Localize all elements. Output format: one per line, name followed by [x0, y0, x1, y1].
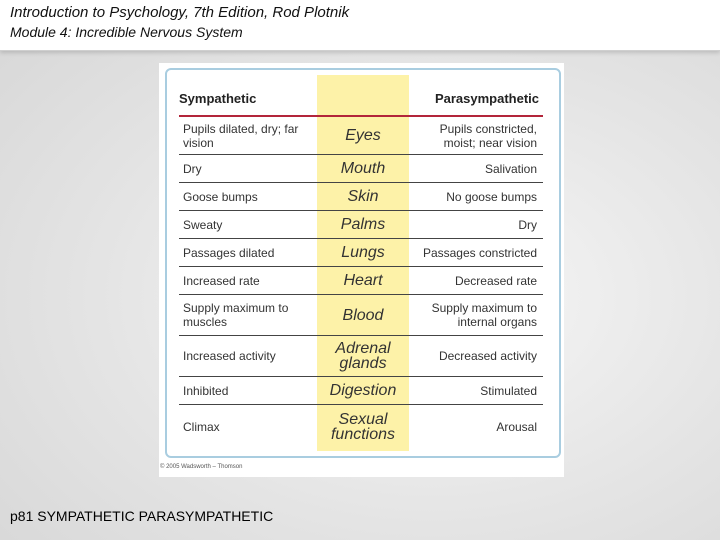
table-row: [179, 239, 543, 267]
organ-name: Sexual functions: [330, 411, 396, 443]
table-row: [179, 211, 543, 239]
sympathetic-effect: Increased activity: [183, 349, 276, 363]
sympathetic-effect: Supply maximum to muscles: [183, 301, 289, 329]
sympathetic-effect: Dry: [183, 161, 202, 176]
parasympathetic-effect: Salivation: [484, 161, 537, 176]
table-row: [179, 336, 543, 377]
organ-name: Mouth: [340, 160, 386, 177]
organ-name: Palms: [340, 216, 386, 233]
table-row: [179, 405, 543, 449]
sympathetic-effect: Inhibited: [183, 383, 229, 398]
comparison-table: [179, 117, 543, 449]
organ-name: Blood: [342, 306, 384, 324]
figure-panel: [165, 68, 561, 458]
slide-header: [0, 0, 720, 51]
parasympathetic-effect: Decreased activity: [438, 349, 537, 363]
sympathetic-effect: Pupils dilated, dry; far vision: [183, 121, 299, 150]
organ-name: Lungs: [341, 244, 385, 261]
autonomic-comparison-figure: [159, 63, 564, 477]
table-row: [179, 183, 543, 211]
parasympathetic-effect: Supply maximum to internal organs: [431, 301, 537, 329]
sympathetic-effect: Goose bumps: [183, 189, 258, 204]
parasympathetic-effect: Arousal: [496, 420, 537, 434]
copyright-notice: © 2005 Wadsworth – Thomson: [160, 464, 243, 470]
sympathetic-header: Sympathetic: [179, 91, 257, 106]
table-row: [179, 267, 543, 295]
table-row: [179, 117, 543, 155]
slide-subtitle: Module 4: Incredible Nervous System: [10, 24, 243, 40]
parasympathetic-effect: Pupils constricted, moist; near vision: [439, 121, 537, 150]
table-row: [179, 377, 543, 405]
parasympathetic-effect: Dry: [518, 217, 537, 232]
sympathetic-effect: Sweaty: [183, 217, 223, 232]
organ-name: Adrenal glands: [335, 340, 391, 372]
parasympathetic-header: Parasympathetic: [434, 91, 539, 106]
sympathetic-effect: Climax: [183, 420, 220, 434]
organ-name: Digestion: [329, 382, 397, 399]
table-row: [179, 295, 543, 336]
parasympathetic-effect: Decreased rate: [454, 273, 537, 288]
parasympathetic-effect: Stimulated: [480, 383, 537, 398]
sympathetic-effect: Passages dilated: [183, 245, 275, 260]
sympathetic-effect: Increased rate: [183, 273, 260, 288]
organ-name: Skin: [347, 188, 379, 205]
organ-name: Eyes: [345, 127, 381, 144]
table-row: [179, 155, 543, 183]
slide-caption: p81 SYMPATHETIC PARASYMPATHETIC: [10, 508, 274, 524]
organ-name: Heart: [343, 272, 383, 289]
column-headers: [179, 91, 539, 109]
parasympathetic-effect: No goose bumps: [446, 189, 537, 204]
slide-title: Introduction to Psychology, 7th Edition, Rod Plotnik: [10, 4, 350, 21]
parasympathetic-effect: Passages constricted: [422, 245, 537, 260]
